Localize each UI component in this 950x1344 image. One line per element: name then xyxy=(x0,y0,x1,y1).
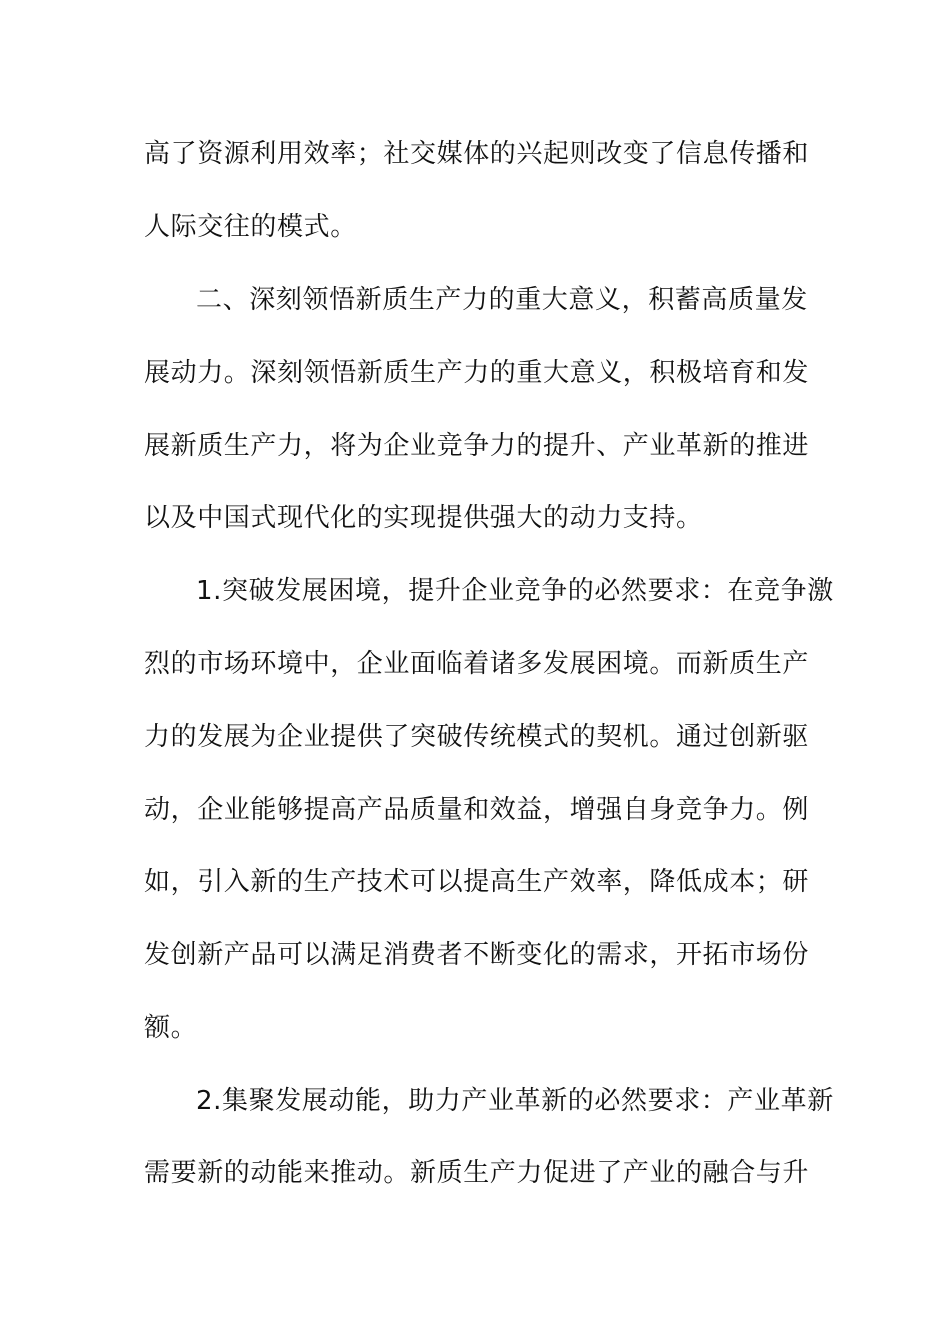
section-heading-line: 二、深刻领悟新质生产力的重大意义，积蓄高质量发 xyxy=(196,285,808,315)
paragraph-line: 额。 xyxy=(144,1013,198,1043)
paragraph-line: 动，企业能够提高产品质量和效益，增强自身竞争力。例 xyxy=(144,795,810,825)
paragraph-line: 力的发展为企业提供了突破传统模式的契机。通过创新驱 xyxy=(144,722,810,752)
paragraph-line: 高了资源利用效率；社交媒体的兴起则改变了信息传播和 xyxy=(144,139,810,169)
paragraph-line: 展新质生产力，将为企业竞争力的提升、产业革新的推进 xyxy=(144,431,810,461)
paragraph-line: 人际交往的模式。 xyxy=(144,212,357,242)
paragraph-line: 发创新产品可以满足消费者不断变化的需求，开拓市场份 xyxy=(144,940,810,970)
paragraph-line: 以及中国式现代化的实现提供强大的动力支持。 xyxy=(144,503,703,533)
paragraph-line: 需要新的动能来推动。新质生产力促进了产业的融合与升 xyxy=(144,1158,810,1188)
list-item-heading-line: 2.集聚发展动能，助力产业革新的必然要求：产业革新 xyxy=(196,1086,834,1116)
list-item-heading-line: 1.突破发展困境，提升企业竞争的必然要求：在竞争激 xyxy=(196,576,834,606)
paragraph-line: 展动力。深刻领悟新质生产力的重大意义，积极培育和发 xyxy=(144,358,810,388)
paragraph-line: 烈的市场环境中，企业面临着诸多发展困境。而新质生产 xyxy=(144,649,810,679)
paragraph-line: 如，引入新的生产技术可以提高生产效率，降低成本；研 xyxy=(144,867,810,897)
